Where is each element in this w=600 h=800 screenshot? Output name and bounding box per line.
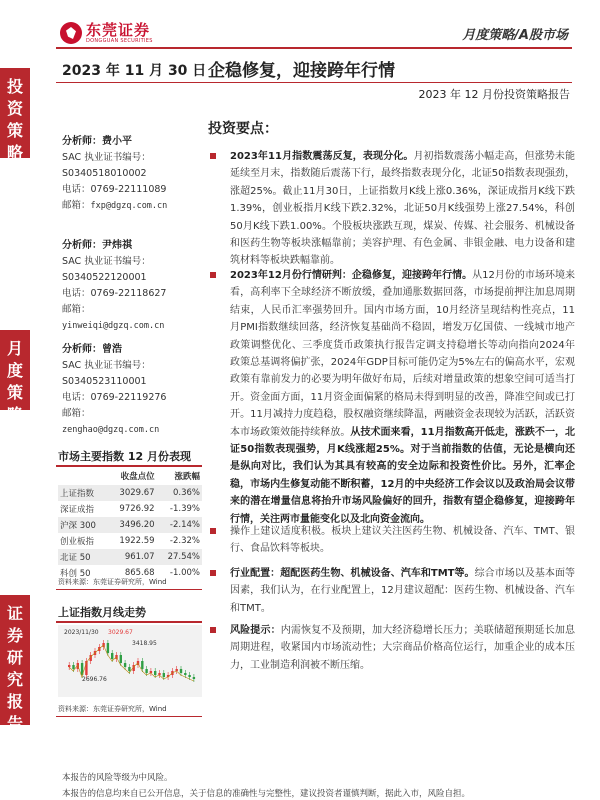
table-row: 创业板指 1922.59 -2.32% [60,536,200,547]
report-subtitle: 2023 年 12 月份投资策略报告 [418,88,570,101]
bullet-icon [210,272,216,278]
analyst-card: 分析师：费小平 SAC 执业证书编号： S0340518010002 电话：0769-22111089 邮箱：fxp@dgzq.com.cn [62,134,197,214]
bullet-icon [210,627,216,633]
table-row: 深证成指 9726.92 -1.39% [60,504,200,515]
side-tab-monthly-strategy: 月度策略 [0,330,30,410]
candle-body [107,643,109,653]
disclaimer-note: 本报告的信息均来自已公开信息，关于信息的准确性与完整性，建议投资者谨慎判断，据此入市，风险自担。 [62,789,471,799]
candle-body [176,669,178,671]
table-row: 上证指数 3029.67 0.36% [58,485,202,501]
analyst-card: 分析师：曾浩 SAC 执业证书编号： S0340523110001 电话：0769-22119276 邮箱： zenghao@dgzq.com.cn [62,342,197,438]
analyst-phone: 电话：0769-22111089 [62,184,167,195]
candle-body [145,669,147,673]
chart-source-note: 资料来源：东莞证券研究所，Wind [58,705,167,713]
candle-body [158,673,160,675]
col-change: 涨跌幅 [174,472,200,482]
logo-mark-icon [60,22,82,44]
logo-text-cn: 东莞证券 [86,21,151,39]
candle-body [128,667,130,671]
col-close: 收盘点位 [120,472,155,482]
bullet-icon [210,570,216,576]
analyst-cert: S0340522120001 [62,272,147,283]
candle-body [193,677,195,679]
analyst-name: 尹炜祺 [102,240,132,251]
risk-level-note: 本报告的风险等级为中风险。 [62,773,173,783]
candle-body [184,673,186,675]
candle-body [180,669,182,673]
candle-body [124,663,126,667]
candle-body [150,671,152,673]
analyst-cert: S0340518010002 [62,168,147,179]
analyst-email[interactable]: yinweiqi@dgzq.com.cn [62,321,165,331]
report-category: 月度策略/A股市场 [462,28,568,43]
report-title: 企稳修复，迎接跨年行情 [208,61,395,81]
kline-chart-svg [58,625,202,697]
analyst-card: 分析师：尹炜祺 SAC 执业证书编号： S0340522120001 电话：0769-22118627 邮箱： yinweiqi@dgzq.com.cn [62,238,197,334]
table-row: 科创 50 865.68 -1.00% [60,568,200,579]
candle-body [154,671,156,675]
key-point-5: 风险提示：内需恢复不及预期，加大经济稳增长压力；美联储超预期延长加息周期进程，收紧国内市场流动性；大宗商品价格高位运行，加重企业的成本压力，工业制造利润被不断压缩。 [210,622,575,674]
header-divider [56,47,572,49]
table-row: 北证 50 961.07 27.54% [58,549,202,565]
key-point-3: 操作上建议适度积极。板块上建议关注医药生物、机械设备、汽车、TMT、银行、食品饮料等板块。 [210,523,575,558]
chart-overlay-value: 3029.67 [108,629,133,636]
side-tab-investment-strategy: 投资策略 [0,68,30,158]
analyst-email[interactable]: fxp@dgzq.com.cn [90,201,168,211]
report-date: 2023 年 11 月 30 日 [62,63,207,79]
company-logo [60,20,160,46]
side-tab-research-report: 证券研究报告 [0,595,30,725]
chart-low-label: 2696.76 [82,676,107,683]
candle-body [163,673,165,677]
logo-text-en: DONGGUAN SECURITIES [86,38,153,44]
key-point-2: 2023年12月份行情研判：企稳修复，迎接跨年行情。从12月份的市场环境来看，高利率下全球经济不断放缓，叠加通胀数据回落，市场提前押注加息周期结束，人民币汇率强势回升。国内市场方面，10月经济呈现结构性亮点，11月PMI指数继续回落，经济恢复基础尚不稳固，增发万亿国债、一线城市地产政策调整优化、三季度货币政策执行报告定调支持稳增长等动向指向2024年政策总基调将偏扩张，2024年GDP目标可能仍定为5%左右的偏高水平，宏观政策有靠前发力的必要为明年做好布局，后续对增量政策的想象空间可适当打开。资金面方面，11月资金面偏紧的格局未得到明显的改善，降准空间或已打开。11月减持力度趋稳，股权融资继续降温，两融资金表现较为活跃，活跃资本市场政策效能持续释放。从技术面来看，11月指数高开低走，涨跌不一，北证50指数表现强势，月K线涨超25%。对于当前指数的估值，无论是横向还是纵向对比，我们认为其具有较高的安全边际和投资性价比。另外，汇率企稳，市场内生修复动能不断积蓄，12月的中央经济工作会议以及政治局会议带来的潜在增量信息将抬升市场风险偏好的回升，指数有望企稳修复，迎接跨年行情，关注两市量能变化以及北向资金流向。 [210,267,575,528]
chart-overlay-date: 2023/11/30 [64,629,99,636]
chart-title: 上证指数月线走势 [58,606,146,619]
chart-title-divider [56,621,202,623]
disclaimer-footer [62,770,470,800]
candle-body [188,675,190,677]
analyst-email[interactable]: zenghao@dgzq.com.cn [62,425,160,435]
analyst-name: 费小平 [102,136,132,147]
kline-chart [58,625,202,697]
candle-body [68,665,70,667]
key-points-heading: 投资要点： [208,121,278,137]
bullet-icon [210,528,216,534]
candle-body [111,653,113,659]
index-table [58,467,202,581]
key-point-4: 行业配置：超配医药生物、机械设备、汽车和TMT等。综合市场以及基本面等因素，我们认为，在行业配置上，12月建议超配：医药生物、机械设备、汽车和TMT。 [210,565,575,617]
table-row: 沪深 300 3496.20 -2.14% [58,517,202,533]
key-point-1: 2023年11月指数震荡反复，表现分化。月初指数震荡小幅走高，但涨势未能延续至月末，指数随后震荡下行，最终指数表现分化，北证50指数表现强劲，涨超25%。截止11月30日，上证指数月K线上涨0.36%，深证成指月K线下跌1.39%，创业板指月K线下跌2.32%，北证50月K线强势上涨27.54%，科创50月K线下跌1.00%。个股板块涨跌互现，煤炭、传媒、社会服务、机械设备和医药生物等板块涨幅靠前；美容护理、有色金属、非银金融、电力设备和建筑材料等板块跌幅靠前。 [210,148,575,270]
candle-body [72,665,74,669]
index-table-title: 市场主要指数 12 月份表现 [58,450,191,463]
bullet-icon [210,153,216,159]
chart-bottom-divider [56,716,202,717]
candle-body [141,661,143,669]
analyst-phone: 电话：0769-22119276 [62,392,167,403]
analyst-phone: 电话：0769-22118627 [62,288,167,299]
table-bottom-divider [56,589,202,590]
title-divider [56,82,572,83]
analyst-name: 曾浩 [102,344,122,355]
candle-body [120,655,122,663]
table-source-note: 资料来源：东莞证券研究所，Wind [58,578,167,586]
chart-high-label: 3418.95 [132,640,157,647]
analyst-cert: S0340523110001 [62,376,147,387]
table-header-row [58,467,202,485]
